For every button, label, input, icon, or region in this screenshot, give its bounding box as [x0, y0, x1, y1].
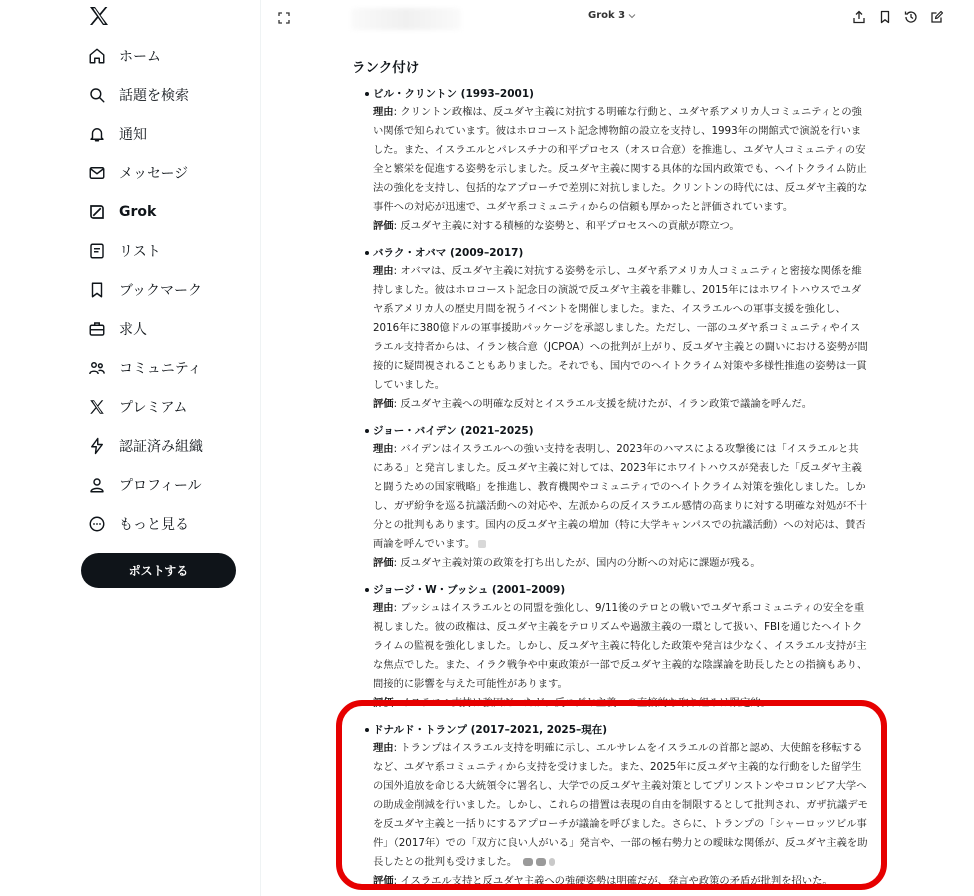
blurred-title	[351, 8, 461, 30]
top-actions	[852, 10, 944, 24]
x-premium-icon	[88, 398, 106, 416]
entry-eval	[373, 872, 868, 891]
nav-label: 求人	[119, 321, 147, 338]
bookmark-icon[interactable]	[878, 10, 892, 24]
nav-label: メッセージ	[119, 165, 189, 182]
eval-label: 評価	[373, 398, 394, 410]
nav-item-messages[interactable]	[80, 153, 250, 192]
nav-label: リスト	[119, 243, 161, 260]
nav-item-communities[interactable]	[80, 348, 250, 387]
eval-text: : イスラエル支持は強固だったが、反ユダヤ主義への直接的な取り組みは限定的。	[393, 697, 771, 709]
grok-topbar	[261, 0, 974, 36]
x-logo-icon[interactable]	[87, 4, 111, 28]
list-item	[352, 422, 868, 573]
entry-reason	[373, 599, 868, 694]
entry-title: ジョー・バイデン (2021–2025)	[373, 425, 534, 437]
nav-item-jobs[interactable]	[80, 309, 250, 348]
eval-text: : イスラエル支持と反ユダヤ主義への強硬姿勢は明確だが、発言や政策の矛盾が批判を招いた。	[393, 875, 833, 887]
nav-item-premium[interactable]	[80, 387, 250, 426]
entry-title: ビル・クリントン (1993–2001)	[373, 88, 534, 100]
list-icon	[88, 242, 106, 260]
reason-text: : ブッシュはイスラエルとの同盟を強化し、9/11後のテロとの戦いでユダヤ系コミュニティの安全を重視しました。彼の政権は、反ユダヤ主義をテロリズムや過激主義の一環として扱い、FBIを通じたヘイトクライムの監視を強化しました。しかし、反ユダヤ主義に特化した政策や発言は少なく、イスラエル支持が主な焦点でした。また、イラク戦争や中東政策が一部で反ユダヤ主義的な陰謀論を助長したとの指摘もあり、間接的に影響を与えた可能性があります。	[373, 602, 868, 690]
nav-label: もっと見る	[119, 516, 189, 533]
new-chat-icon[interactable]	[930, 10, 944, 24]
model-name: Grok 3	[588, 10, 626, 21]
nav-label: 認証済み組織	[119, 438, 203, 455]
bell-icon	[88, 125, 106, 143]
mail-icon	[88, 164, 106, 182]
citation-icons[interactable]	[523, 858, 555, 866]
nav-label: コミュニティ	[119, 360, 202, 377]
entry-eval	[373, 694, 868, 713]
bookmark-icon	[88, 281, 106, 299]
nav-item-bookmarks[interactable]	[80, 270, 250, 309]
nav-item-grok[interactable]	[80, 192, 250, 231]
eval-text: : 反ユダヤ主義対策の政策を打ち出したが、国内の分断への対応に課題が残る。	[393, 557, 761, 569]
reason-label: 理由	[373, 443, 394, 455]
eval-text: : 反ユダヤ主義に対する積極的な姿勢と、和平プロセスへの貢献が際立つ。	[393, 220, 740, 232]
chevron-down-icon	[628, 12, 636, 20]
grok-icon	[88, 203, 106, 221]
reason-label: 理由	[373, 602, 394, 614]
eval-label: 評価	[373, 220, 394, 232]
bullet	[365, 588, 369, 592]
left-sidebar	[0, 0, 261, 896]
nav-item-more[interactable]	[80, 504, 250, 543]
entry-reason	[373, 103, 868, 217]
section-heading: ランク付け	[352, 60, 420, 76]
entry-eval	[373, 554, 868, 573]
eval-label: 評価	[373, 697, 394, 709]
nav-item-lists[interactable]	[80, 231, 250, 270]
bullet	[365, 429, 369, 433]
entry-reason	[373, 440, 868, 554]
bullet	[365, 728, 369, 732]
list-item	[352, 244, 868, 414]
nav-item-profile[interactable]	[80, 465, 250, 504]
reason-label: 理由	[373, 742, 394, 754]
bullet	[365, 92, 369, 96]
nav-item-explore[interactable]	[80, 75, 250, 114]
search-icon	[88, 86, 106, 104]
reason-label: 理由	[373, 265, 394, 277]
reason-text: : オバマは、反ユダヤ主義に対抗する姿勢を示し、ユダヤ系アメリカ人コミュニティと密接な関係を維持しました。彼はホロコースト記念日の演説で反ユダヤ主義を非難し、2015年にはホワイトハウスでユダヤ系アメリカ人の歴史月間を祝うイベントを開催しました。また、イスラエルへの軍事支援を強化し、2016年に380億ドルの軍事援助パッケージを承認しました。ただし、一部のユダヤ系コミュニティやイスラエル支持者からは、イラン核合意（JCPOA）への批判が上がり、反ユダヤ主義との闘いにおける姿勢が間接的に疑問視されることもありました。それでも、国内でのヘイトクライム対策や多様性推進の姿勢は一貫していました。	[373, 265, 868, 391]
entry-eval	[373, 217, 868, 236]
person-icon	[88, 476, 106, 494]
nav-item-notifications[interactable]	[80, 114, 250, 153]
more-circle-icon	[88, 515, 106, 533]
post-button[interactable]: ポストする	[81, 553, 236, 588]
list-item	[352, 85, 868, 236]
grok-response	[352, 56, 868, 896]
eval-label: 評価	[373, 557, 394, 569]
entry-reason	[373, 262, 868, 395]
history-icon[interactable]	[904, 10, 918, 24]
reason-text: : トランプはイスラエル支持を明確に示し、エルサレムをイスラエルの首都と認め、大使館を移転するなど、ユダヤ系コミュニティから支持を受けました。また、2025年に反ユダヤ主義的な行動をした留学生の国外追放を命じる大統領令に署名し、大学での反ユダヤ主義対策としてプリンストンやコロンビア大学への助成金削減を行いました。しかし、これらの措置は表現の自由を制限するとして批判され、ガザ抗議デモを反ユダヤ主義と一括りにするアプローチが議論を呼びました。さらに、トランプの「シャーロッツビル事件」（2017年）での「双方に良い人がいる」発言や、一部の極右勢力との曖昧な関係が、反ユダヤ主義を助長したとの批判も受けました。	[373, 742, 868, 868]
eval-text: : 反ユダヤ主義への明確な反対とイスラエル支援を続けたが、イラン政策で議論を呼んだ。	[393, 398, 813, 410]
nav-label: プロフィール	[119, 477, 202, 494]
nav-item-home[interactable]	[80, 36, 250, 75]
reason-text: : クリントン政権は、反ユダヤ主義に対抗する明確な行動と、ユダヤ系アメリカ人コミュニティとの強い関係で知られています。彼はホロコースト記念博物館の設立を支持し、1993年の開館式で演説を行いました。また、イスラエルとパレスチナの和平プロセス（オスロ合意）を推進し、ユダヤ人コミュニティの安全と繁栄を促進する姿勢を示しました。反ユダヤ主義に関する具体的な国内政策でも、ヘイトクライム防止法の強化を支持し、包括的なアプローチで差別に対抗しました。クリントンの時代には、反ユダヤ主義的な事件への対応が迅速で、ユダヤ系コミュニティからの信頼も厚かったと評価されています。	[373, 106, 868, 213]
nav-label: プレミアム	[119, 399, 188, 416]
primary-nav	[80, 36, 250, 543]
citation-icon[interactable]	[478, 540, 486, 548]
eval-label: 評価	[373, 875, 394, 887]
reason-text: : バイデンはイスラエルへの強い支持を表明し、2023年のハマスによる攻撃後には「イスラエルと共にある」と発言しました。反ユダヤ主義に対しては、2023年にホワイトハウスが発表した「反ユダヤ主義と闘うための国家戦略」を推進し、教育機関やコミュニティでのヘイトクライム対策を強化しました。しかし、ガザ紛争を巡る抗議活動への対応や、左派からの反イスラエル感情の高まりに対する明確な対処が不十分との批判もあります。国内の反ユダヤ主義の増加（特に大学キャンパスでの抗議活動）への対応は、賛否両論を呼んでいます。	[373, 443, 867, 550]
home-icon	[88, 47, 106, 65]
expand-icon[interactable]	[278, 12, 290, 24]
bullet	[365, 251, 369, 255]
entry-title: バラク・オバマ (2009–2017)	[373, 247, 524, 259]
nav-label: 話題を検索	[119, 87, 189, 104]
nav-label: ホーム	[119, 48, 161, 65]
nav-label: Grok	[119, 203, 157, 220]
nav-item-verified-orgs[interactable]	[80, 426, 250, 465]
nav-label: 通知	[119, 126, 147, 143]
nav-label: ブックマーク	[119, 282, 203, 299]
entry-eval	[373, 395, 868, 414]
model-selector[interactable]	[588, 10, 636, 21]
share-icon[interactable]	[852, 10, 866, 24]
community-icon	[88, 359, 106, 377]
reason-label: 理由	[373, 106, 394, 118]
list-item	[352, 581, 868, 713]
entry-reason	[373, 739, 868, 872]
entry-title: ジョージ・W・ブッシュ (2001–2009)	[373, 584, 566, 596]
entry-title: ドナルド・トランプ (2017–2021, 2025–現在)	[373, 724, 608, 736]
lightning-icon	[88, 437, 106, 455]
list-item	[352, 721, 868, 891]
briefcase-icon	[88, 320, 106, 338]
